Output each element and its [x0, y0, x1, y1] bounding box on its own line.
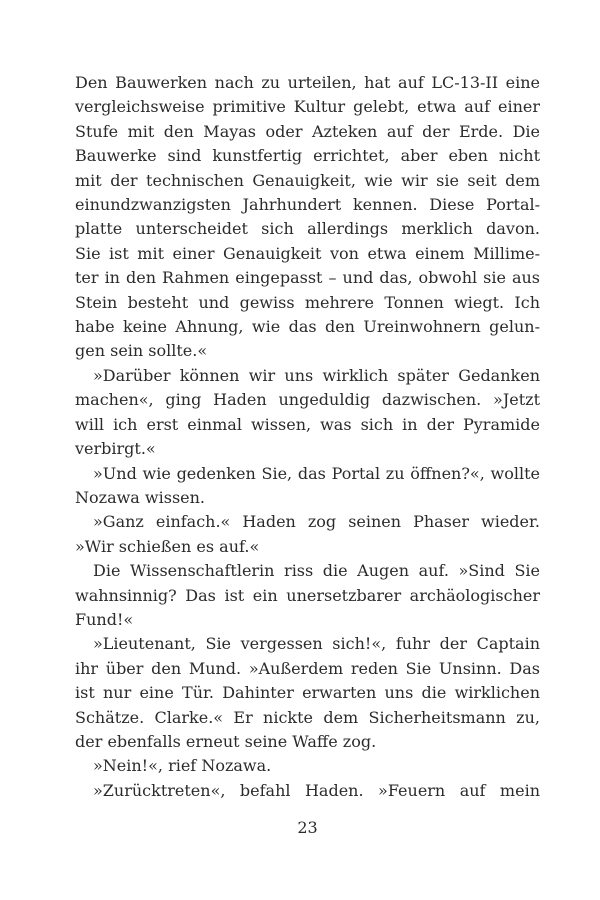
text-line: platte unterscheidet sich allerdings merklich davon. [75, 219, 540, 239]
text-line: machen«, ging Haden ungeduldig dazwischen. »Jetzt [75, 390, 540, 410]
text-line: wahnsinnig? Das ist ein unersetzbarer archäologischer [75, 585, 540, 605]
text-line: »Lieutenant, Sie vergessen sich!«, fuhr der Captain [93, 634, 540, 654]
paragraph [75, 779, 540, 803]
text-line: will ich erst einmal wissen, was sich in der Pyramide [75, 414, 540, 434]
text-line: der ebenfalls erneut seine Waffe zog. [75, 731, 377, 751]
text-line: Sie ist mit einer Genauigkeit von etwa einem Millime- [75, 243, 540, 263]
text-line: Die Wissenschaftlerin riss die Augen auf. »Sind Sie [93, 561, 540, 581]
text-line: »Wir schießen es auf.« [75, 536, 260, 556]
paragraph [75, 754, 540, 778]
text-line: Fund!« [75, 609, 134, 629]
text-line: Stein besteht und gewiss mehrere Tonnen wiegt. Ich [75, 292, 540, 312]
paragraph [75, 364, 540, 462]
page-text [75, 71, 540, 803]
text-line: »Nein!«, rief Nozawa. [93, 756, 272, 776]
text-line: ter in den Rahmen eingepasst – und das, obwohl sie aus [75, 268, 540, 288]
text-line: »Ganz einfach.« Haden zog seinen Phaser wieder. [93, 512, 540, 532]
paragraph [75, 632, 540, 754]
text-line: ist nur eine Tür. Dahinter erwarten uns die wirklichen [75, 683, 540, 703]
text-line: mit der technischen Genauigkeit, wie wir sie seit dem [75, 170, 540, 190]
text-line: Bauwerke sind kunstfertig errichtet, aber eben nicht [75, 146, 540, 166]
text-line: »Darüber können wir uns wirklich später Gedanken [93, 365, 540, 385]
text-line: Nozawa wissen. [75, 487, 206, 507]
paragraph [75, 462, 540, 511]
text-line: ihr über den Mund. »Außerdem reden Sie Unsinn. Das [75, 658, 540, 678]
paragraph [75, 559, 540, 632]
text-line: vergleichsweise primitive Kultur gelebt, etwa auf einer [75, 97, 540, 117]
text-line: Den Bauwerken nach zu urteilen, hat auf LC-13-II eine [75, 73, 540, 92]
text-line: habe keine Ahnung, wie das den Ureinwohnern gelun- [75, 317, 540, 337]
text-line: »Und wie gedenken Sie, das Portal zu öffnen?«, wollte [93, 463, 540, 483]
page-number: 23 [297, 818, 318, 837]
text-line: Stufe mit den Mayas oder Azteken auf der Erde. Die [75, 121, 540, 141]
text-line: »Zurücktreten«, befahl Haden. »Feuern auf mein [93, 780, 540, 800]
paragraph [75, 71, 540, 364]
text-line: verbirgt.« [75, 439, 156, 459]
text-line: einundzwanzigsten Jahrhundert kennen. Diese Portal- [75, 195, 540, 215]
paragraph [75, 510, 540, 559]
text-line: Schätze. Clarke.« Er nickte dem Sicherheitsmann zu, [75, 707, 540, 727]
text-line: gen sein sollte.« [75, 341, 208, 361]
